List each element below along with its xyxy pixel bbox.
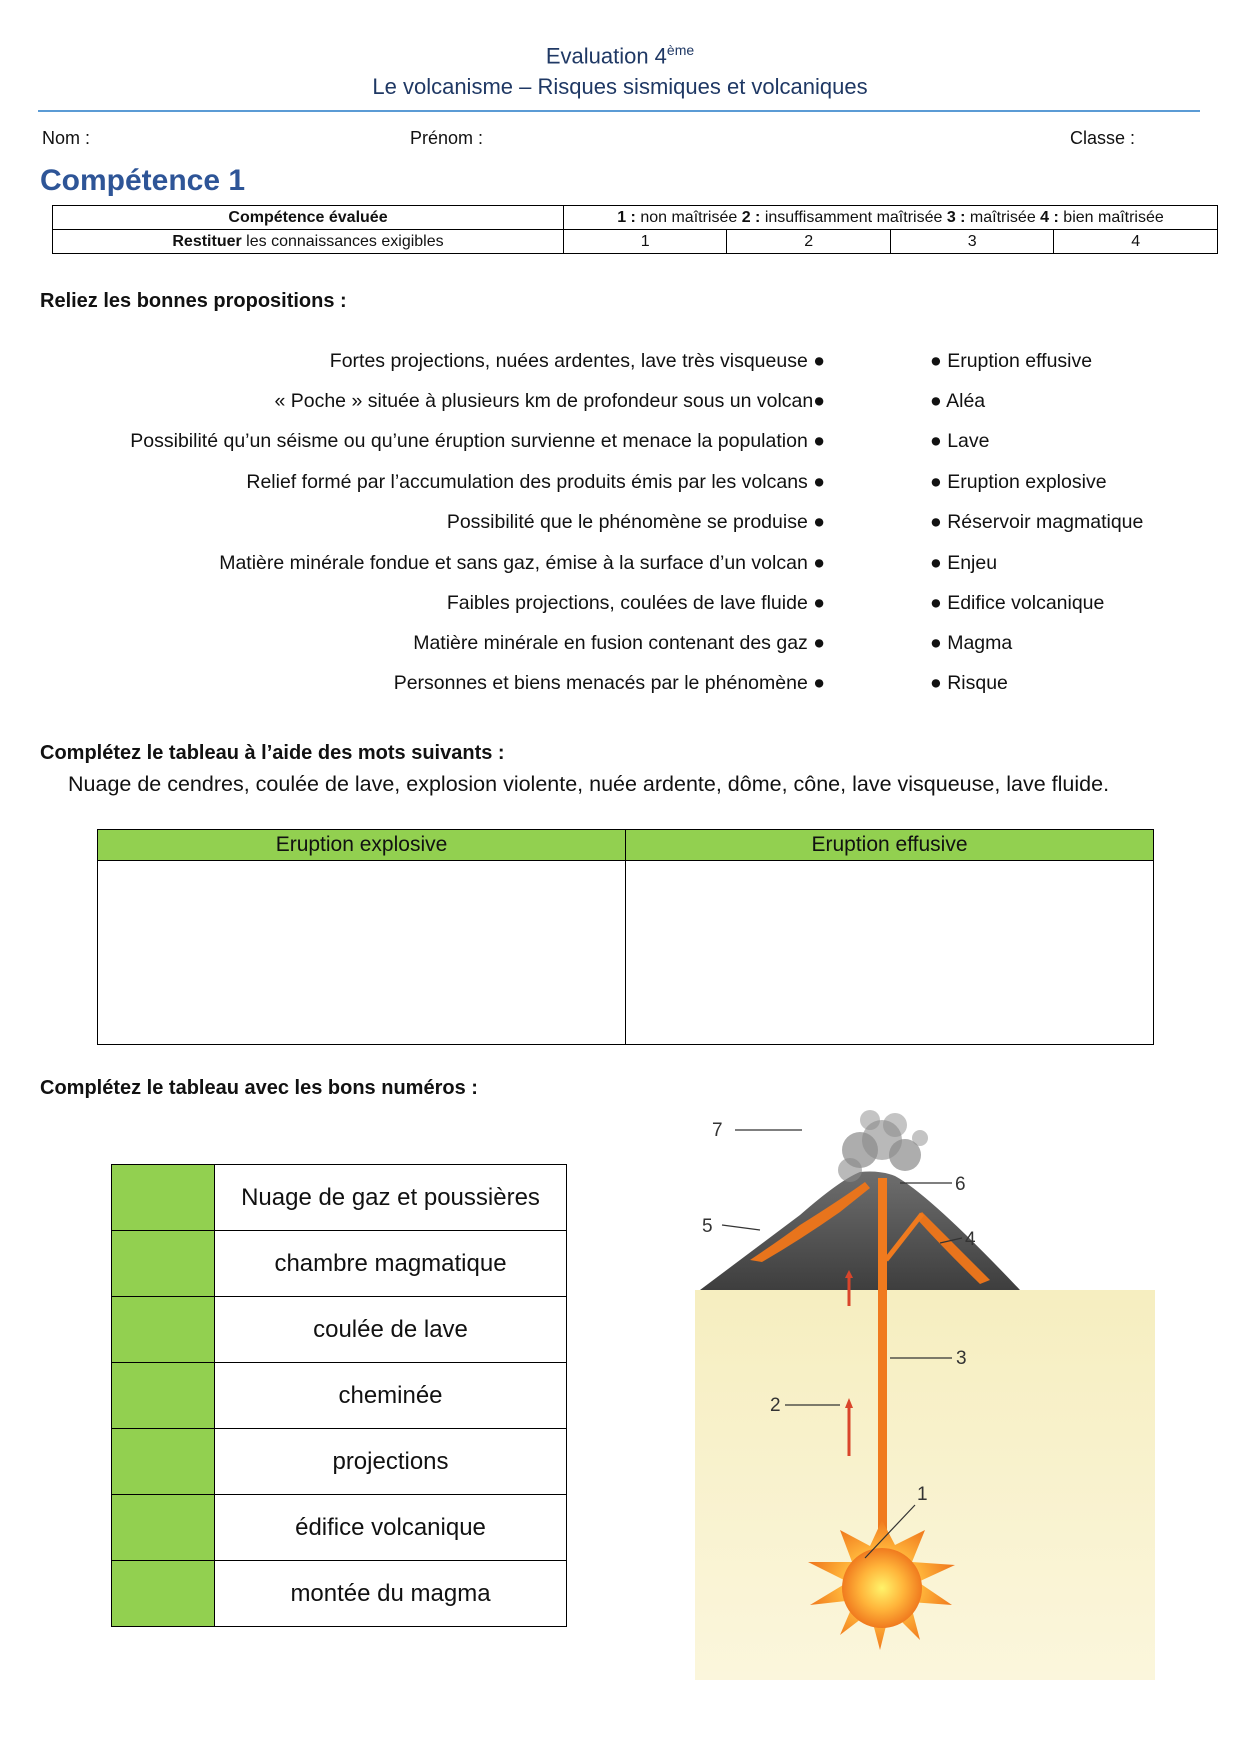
evaluation-header-left: Compétence évaluée bbox=[53, 206, 564, 230]
volcano-part-label: montée du magma bbox=[215, 1561, 567, 1627]
diagram-number: 1 bbox=[917, 1484, 928, 1505]
volcano-part-label: chambre magmatique bbox=[215, 1231, 567, 1297]
classe-label: Classe : bbox=[1070, 128, 1136, 148]
number-answer-cell[interactable] bbox=[112, 1165, 215, 1231]
evaluated-skill: Restituer les connaissances exigibles bbox=[53, 230, 564, 254]
matching-right-item[interactable]: ● Enjeu bbox=[930, 552, 998, 574]
col-eruption-explosive: Eruption explosive bbox=[98, 830, 626, 861]
volcano-part-label: cheminée bbox=[215, 1363, 567, 1429]
matching-right-item[interactable]: ● Eruption explosive bbox=[930, 471, 1107, 493]
matching-left-item[interactable]: Fortes projections, nuées ardentes, lave très visqueuse ● bbox=[329, 350, 825, 372]
diagram-number: 3 bbox=[956, 1348, 967, 1369]
matching-left-item[interactable]: Personnes et biens menacés par le phénomène ● bbox=[393, 672, 825, 694]
diagram-number: 4 bbox=[965, 1229, 976, 1250]
competence-heading: Compétence 1 bbox=[40, 164, 246, 197]
matching-right-item[interactable]: ● Lave bbox=[930, 430, 990, 452]
answer-cell-effusive[interactable] bbox=[626, 861, 1154, 1045]
evaluation-levels-legend: 1 : non maîtrisée 2 : insuffisamment maîtrisée 3 : maîtrisée 4 : bien maîtrisée bbox=[564, 206, 1218, 230]
volcano-part-label: projections bbox=[215, 1429, 567, 1495]
answer-cell-explosive[interactable] bbox=[98, 861, 626, 1045]
diagram-number: 6 bbox=[955, 1174, 966, 1195]
number-answer-cell[interactable] bbox=[112, 1495, 215, 1561]
matching-left-item[interactable]: « Poche » située à plusieurs km de profondeur sous un volcan● bbox=[274, 390, 825, 412]
eruption-question-title: Complétez le tableau à l’aide des mots suivants : bbox=[40, 742, 505, 764]
volcano-part-label: coulée de lave bbox=[215, 1297, 567, 1363]
matching-right-item[interactable]: ● Edifice volcanique bbox=[930, 592, 1105, 614]
volcano-part-label: Nuage de gaz et poussières bbox=[215, 1165, 567, 1231]
matching-left-item[interactable]: Matière minérale fondue et sans gaz, émise à la surface d’un volcan ● bbox=[219, 552, 825, 574]
magma-core bbox=[842, 1548, 922, 1628]
prenom-label: Prénom : bbox=[410, 128, 484, 148]
score-cell[interactable]: 2 bbox=[727, 230, 890, 254]
score-cell[interactable]: 3 bbox=[890, 230, 1053, 254]
matching-right-item[interactable]: ● Eruption effusive bbox=[930, 350, 1093, 372]
diagram-number: 2 bbox=[770, 1395, 781, 1416]
numbers-table bbox=[111, 1164, 567, 1627]
number-answer-cell[interactable] bbox=[112, 1231, 215, 1297]
matching-right-item[interactable]: ● Magma bbox=[930, 632, 1013, 654]
number-answer-cell[interactable] bbox=[112, 1429, 215, 1495]
document-subtitle: Le volcanisme – Risques sismiques et volcaniques bbox=[372, 74, 868, 99]
number-answer-cell[interactable] bbox=[112, 1561, 215, 1627]
word-bank: Nuage de cendres, coulée de lave, explosion violente, nuée ardente, dôme, cône, lave visqueuse, lave fluide. bbox=[68, 772, 1110, 796]
document-title: Evaluation 4ème bbox=[545, 42, 695, 69]
numbers-question-title: Complétez le tableau avec les bons numéros : bbox=[40, 1077, 478, 1099]
matching-right-item[interactable]: ● Réservoir magmatique bbox=[930, 511, 1144, 533]
matching-left-item[interactable]: Possibilité que le phénomène se produise ● bbox=[446, 511, 825, 533]
matching-left-item[interactable]: Relief formé par l’accumulation des produits émis par les volcans ● bbox=[246, 471, 825, 493]
col-eruption-effusive: Eruption effusive bbox=[626, 830, 1154, 861]
diagram-number: 5 bbox=[702, 1216, 713, 1237]
matching-right-item[interactable]: ● Aléa bbox=[930, 390, 986, 412]
matching-left-item[interactable]: Faibles projections, coulées de lave fluide ● bbox=[446, 592, 825, 614]
volcano-part-label: édifice volcanique bbox=[215, 1495, 567, 1561]
score-cell[interactable]: 1 bbox=[564, 230, 727, 254]
nom-label: Nom : bbox=[42, 128, 91, 148]
volcano-diagram bbox=[690, 1100, 1160, 1680]
matching-left-item[interactable]: Possibilité qu’un séisme ou qu’une éruption survienne et menace la population ● bbox=[130, 430, 825, 452]
number-answer-cell[interactable] bbox=[112, 1297, 215, 1363]
number-answer-cell[interactable] bbox=[112, 1363, 215, 1429]
matching-right-item[interactable]: ● Risque bbox=[930, 672, 1008, 694]
title-superscript: ème bbox=[666, 42, 695, 58]
matching-question-title: Reliez les bonnes propositions : bbox=[40, 290, 347, 312]
evaluation-table bbox=[52, 205, 1218, 254]
ash-cloud bbox=[838, 1110, 928, 1182]
score-cell[interactable]: 4 bbox=[1054, 230, 1218, 254]
matching-left-item[interactable]: Matière minérale en fusion contenant des gaz ● bbox=[413, 632, 825, 654]
eruption-table bbox=[97, 829, 1154, 1045]
header-divider bbox=[38, 110, 1200, 112]
diagram-number: 7 bbox=[712, 1120, 723, 1141]
